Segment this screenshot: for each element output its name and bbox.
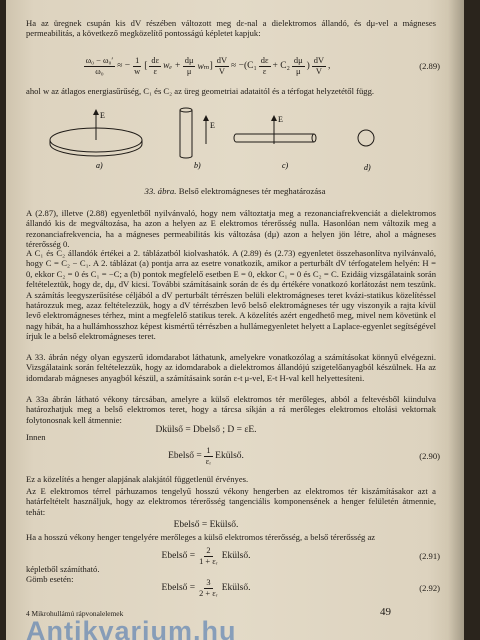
eq289-inner1-den: ε bbox=[153, 66, 158, 76]
eq290-frac-num: 1 bbox=[206, 445, 211, 455]
eq292-rhs: Ekülső. bbox=[221, 583, 251, 593]
eq289-inner2-tail: wₘ bbox=[197, 61, 210, 72]
eq292-frac-den: 2 + εᵣ bbox=[199, 588, 218, 598]
kepletbol-label: képletből számítható. bbox=[26, 564, 100, 574]
eq289-inner1-tail: wₑ + bbox=[163, 61, 181, 71]
eq289-c-eps-den: ε bbox=[262, 66, 267, 76]
eq289-inner2-num: dμ bbox=[184, 55, 194, 65]
eq290-rhs: Ekülső. bbox=[215, 451, 244, 461]
figure-label-c: c) bbox=[282, 161, 289, 170]
equation-tangential bbox=[26, 518, 446, 532]
watermark: Antikvarium.hu bbox=[26, 616, 237, 640]
eq289-paren-end: ) bbox=[306, 61, 310, 71]
figure-b-arrow-label: E bbox=[210, 121, 215, 130]
eq289-tail: , bbox=[328, 61, 331, 71]
eq292-lhs: Ebelső = bbox=[161, 583, 196, 593]
footer-signature: 4 Mikrohullámú rápvonalelemek bbox=[26, 609, 124, 618]
eq290-lhs: Ebelső = bbox=[168, 451, 202, 461]
eq290-frac-den: εᵣ bbox=[205, 456, 212, 466]
vertical-cylinder-shape bbox=[180, 108, 215, 170]
eq289-end-num: dV bbox=[313, 55, 325, 65]
eq289-c-mu-den: μ bbox=[296, 66, 301, 76]
eq291-rhs: Ekülső. bbox=[221, 551, 251, 561]
equation-2-89 bbox=[26, 52, 446, 80]
disc-shape bbox=[50, 111, 142, 170]
figure-c-arrow-label: E bbox=[278, 115, 283, 124]
paragraph-approximation: Ez a közelítés a henger alapjának alakjától függetlenül érvényes. bbox=[26, 474, 249, 484]
after-eq289-paragraph: ahol w az átlagos energiasűrűség, C₁ és C₂ az üreg geometriai adataitól és a térfogat helyzetétől függ. bbox=[26, 86, 375, 96]
equation-2-92-body bbox=[26, 574, 386, 602]
figure-33 bbox=[26, 104, 446, 176]
eq289-dv-den: V bbox=[218, 66, 225, 76]
paragraph-disc: A 33a ábrán látható vékony tárcsában, amelyre a külső elektromos tér merőleges, abból a feltevésből kiindulva határozhatjuk meg a belső elektromos teret, hogy a tárcsa síkján a rá merőleges elektromos eltolási vektornak folytonosnak kell átmennie: bbox=[26, 394, 436, 425]
eq289-w-num: 1 bbox=[135, 55, 140, 65]
eq291-lhs: Ebelső = bbox=[161, 551, 196, 561]
figure-label-b: b) bbox=[194, 161, 201, 170]
eq289-dv-num: dV bbox=[216, 55, 228, 65]
eq291-frac-num: 2 bbox=[206, 545, 211, 555]
eq289-inner2-den: μ bbox=[186, 66, 192, 76]
figure-label-a: a) bbox=[96, 161, 103, 170]
paragraph-constants: A C₁ és C₂ állandók értékei a 2. táblázatból kiolvashatók. A (2.89) és (2.73) egyenletet összehasonlítva nyilvánvaló, hogy C = C₂ − C₁. A 2. táblázat (a) pontja arra az esetre vonatkozik, amikor a perturbált dV térfogatelem helyén: H = 0, ekkor C₂ = 0 és C₁ = −C; a (b) pontok megfelelő esetben E = 0, ekkor C₁ = 0 és C₂ = C. Ezidáig vizsgálataink során feltételeztük, hogy dε, dμ, dV kicsi. További számításaink során dε és dμ értékére vonatkozó korlátozást nem teszünk. A számítás leegyszerűsítése céljából a dV perturbált térrészen belüli elektromágneses teret kvázi-statikus közelítéssel határozzuk meg, azaz feltételezzük, hogy a dV térrészben levő belső elektromágneses tér ugy viszonyik a rajta kívül levő elektromágneses térhez, mint a megfelelő statikus terek. A közelítés azért engedhető meg, mivel nem követünk el nagy hibát, ha a hullámhosszhoz képest kismértű térrészben a hullámegyenletet helyett a Laplace-egyenlet segítségével írjuk le a belső elektromágneses teret. bbox=[26, 248, 436, 342]
eq289-lhs-num: ω₀ − ω₀′ bbox=[85, 55, 114, 65]
eq289-mid: ≈ − bbox=[117, 61, 131, 71]
paragraph-perpendicular-cylinder: Ha a hosszú vékony henger tengelyére merőleges a külső elektromos térerősség, a belső térerősség az bbox=[26, 532, 376, 542]
page-number: 49 bbox=[380, 606, 391, 618]
figure-33-drawing bbox=[26, 104, 446, 176]
eq289-end-den: V bbox=[315, 66, 322, 76]
equation-2-92 bbox=[26, 574, 446, 602]
eq289-w-den: w bbox=[134, 66, 141, 76]
book-page bbox=[6, 0, 464, 640]
eq289-c-mu-num: dμ bbox=[293, 55, 303, 65]
eq289-lhs-den: ω₀ bbox=[95, 66, 104, 76]
gomb-label: Gömb esetén: bbox=[26, 574, 74, 584]
equation-displacement-text: Dkülső = Dbelső ; D = εE. bbox=[155, 425, 257, 435]
sphere-shape bbox=[358, 130, 374, 172]
eq289-approx: ≈ − bbox=[231, 61, 244, 71]
figure-caption bbox=[6, 186, 464, 196]
equation-2-89-body: $\frac{\text{ω₀ − ω₀′}}{\text{ω₀}}$ ≈ − $\frac{1}{w}$ [ $\frac{d\varepsilon}{\varepsilon}$ wₑ + $\frac{d\mu}{\mu}$ wₘ ] $\frac{dV}{V}$ ≈ − (C₁ $\frac{d\varepsilon}{\varepsilon}$ + C₂ $\frac{d\mu}{\mu}$ ) $\frac{dV}{V}$ , bbox=[85, 55, 331, 76]
eq289-plus-c2: + C₂ bbox=[272, 61, 290, 71]
figure-caption-number: 33. ábra. bbox=[144, 186, 177, 196]
equation-number-2-91: (2.91) bbox=[419, 551, 440, 561]
figure-a-arrow-label: E bbox=[100, 111, 105, 120]
eq291-frac-den: 1 + εᵣ bbox=[199, 556, 218, 566]
equation-number-2-89: (2.89) bbox=[419, 61, 440, 71]
paragraph-parallel-cylinder: Az E elektromos térrel párhuzamos tengelyű hosszú vékony hengerben az elektromos tér kiszámításakor azt a határfeltételt használjuk, hogy az elektromos térerősség tangenciális komponensének a henger felületén átmennie, tehát: bbox=[26, 486, 436, 517]
horizontal-cylinder-shape bbox=[234, 115, 316, 170]
intro-paragraph: Ha az üregnek csupán kis dV részében változott meg dε-nal a dielektromos állandó, és dμ-vel a mágneses permeabilitás, a következő megközelítő pontosságú képletet kapjuk: bbox=[26, 18, 436, 39]
eq289-inner1-num: dε bbox=[151, 55, 160, 65]
paragraph-resonance: A (2.87), illetve (2.88) egyenletből nyilvánvaló, hogy nem változtatja meg a rezonanciafrekvenciát a dielektromos állandó kis dε megváltozása, ha azon a helyen az E elektromos térerősség nulla. Hasonlóan nem változik meg a rezonanciafrekvencia, ha a mágneses permeabilitás kis változása (dμ) azon a helyen jön létre, ahol a mágneses térerősség 0. bbox=[26, 208, 436, 250]
figure-label-d: d) bbox=[364, 163, 371, 172]
equation-tangential-body bbox=[26, 518, 386, 532]
innen-label: Innen bbox=[26, 432, 46, 442]
equation-2-90-body bbox=[26, 442, 386, 470]
figure-caption-text: Belső elektromágneses tér meghatározása bbox=[178, 186, 326, 196]
equation-number-2-90: (2.90) bbox=[419, 451, 440, 461]
paragraph-figure-pieces: A 33. ábrán négy olyan egyszerű idomdarabot láthatunk, amelyekre vonatkozólag a számításokat könnyű elvégezni. Vizsgálataink során feltételezzük, hogy az idomdarabok a dielektromos állandójú szigetelőanyagból készülnek. Ha az idomdarab mágneses anyagból készül, a számításaink során ε-t μ-vel, E-t H-val kell helyettesíteni. bbox=[26, 352, 436, 383]
equation-number-2-92: (2.92) bbox=[419, 583, 440, 593]
eq289-c-eps-num: dε bbox=[260, 55, 269, 65]
eq292-frac-num: 3 bbox=[206, 577, 211, 587]
equation-2-90 bbox=[26, 442, 446, 470]
equation-tangential-text: Ebelső = Ekülső. bbox=[173, 520, 239, 530]
eq289-paren-start: (C₁ bbox=[243, 61, 257, 71]
